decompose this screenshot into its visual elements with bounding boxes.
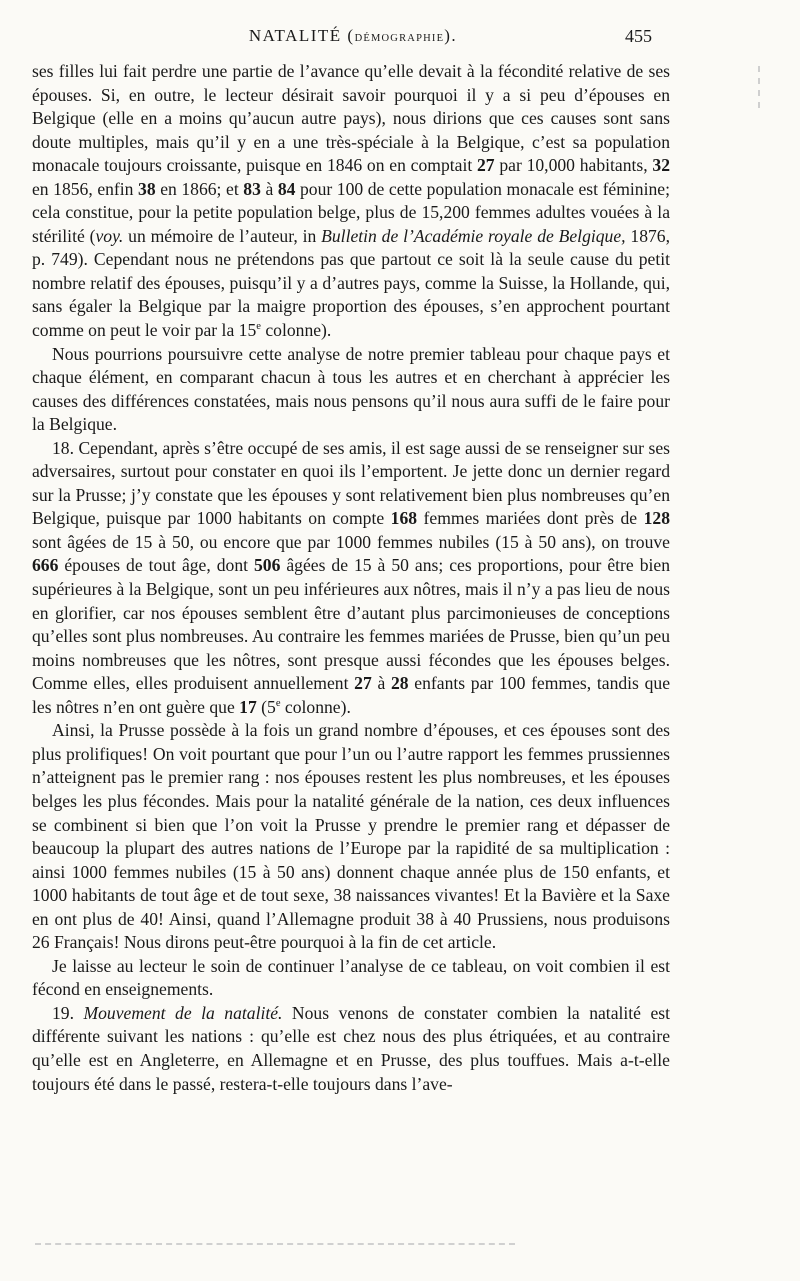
text-run: à — [260, 178, 278, 199]
paragraph-6 — [32, 1002, 670, 1096]
superscript: e — [275, 697, 281, 709]
text-run: 1876, p. 749). Cependant nous ne prétendons pas que partout ce soit là la seule cause du petit nombre relatif des épouses, puisqu’il y a d’autres pays, comme la Suisse, la Hollande, qui, sans égaler la Belgique par la maigre proportion des épouses, s’en approchent pourtant comme on peut le voir par la 15 — [32, 225, 670, 341]
text-run: pour 100 de cette population monacale est féminine; cela constitue, pour la petite population belge, plus de 15,200 femmes adultes vouées à la stérilité ( — [32, 178, 670, 246]
text-run: par 10,000 habitants, — [494, 155, 653, 176]
running-head — [0, 26, 800, 52]
bold-number: 27 — [354, 673, 372, 694]
text-run: 18. Cependant, après s’être occupé de ses amis, il est sage aussi de se renseigner sur ses adversaires, surtout pour constater en quoi ils l’emportent. Je jette donc un dernier regard sur la Prusse; j’y constate que les épouses y sont relativement bien plus nombreuses qu’en Belgique, puisque par 1000 habitants on compte — [32, 437, 670, 529]
text-run: en 1866; et — [155, 178, 244, 199]
text-run: femmes mariées dont près de — [417, 508, 644, 529]
bold-number: 128 — [643, 508, 670, 529]
text-run: enfants par 100 femmes, tandis que les nôtres n’en ont guère que — [32, 673, 671, 717]
text-run: colonne). — [260, 320, 332, 341]
scan-artifact — [35, 1243, 515, 1248]
text-run: colonne). — [280, 696, 351, 717]
paragraph-3 — [32, 437, 670, 720]
margin-marks — [758, 60, 778, 140]
italic-text: Mouvement de la natalité. — [83, 1002, 283, 1023]
bold-number: 28 — [391, 673, 409, 694]
text-run: Ainsi, la Prusse possède à la fois un grand nombre d’épouses, et ces épouses sont des plus prolifiques! On voit pourtant que pour l’un ou l’autre rapport les femmes prussiennes n’atteignent pas le premier rang : nos épouses restent les plus nombreuses, et les épouses belges les plus fécondes. Mais pour la natalité générale de la nation, ces deux influences se combinent si bien que l’on voit la Prusse y prendre le premier rang et dépasser de beaucoup la plupart des autres nations de l’Europe par la rapidité de sa multiplication : ainsi 1000 femmes nubiles (15 à 50 ans) donnent chaque année plus de 150 enfants, et 1000 habitants de tout âge et de tout sexe, 38 naissances vivantes! Et la Bavière et la Saxe en ont plus de 40! Ainsi, quand l’Allemagne produit 38 à 40 Prussiens, nous produisons 26 Français! Nous dirons peut-être pourquoi à la fin de cet article. — [32, 720, 670, 953]
text-run: âgées de 15 à 50 ans; ces proportions, pour être bien supérieures à la Belgique, sont un peu inférieures aux nôtres, mais il n’y a pas lieu de nous en glorifier, car nos épouses semblent être d’autant plus parcimonieuses de conceptions qu’elles sont plus nombreuses. Au contraire les femmes mariées de Prusse, bien qu’un peu moins nombreuses que les nôtres, sont presque aussi fécondes que les épouses belges. Comme elles, elles produisent annuellement — [32, 555, 670, 694]
bold-number: 32 — [652, 155, 670, 176]
paragraph-2 — [32, 343, 670, 437]
paragraph-1 — [32, 60, 670, 343]
bold-number: 27 — [476, 155, 495, 176]
bold-number: 38 — [138, 178, 156, 199]
text-run: Je laisse au lecteur le soin de continuer l’analyse de ce tableau, on voit combien il est fécond en enseignements. — [32, 955, 670, 1000]
bold-number: 17 — [239, 696, 257, 717]
text-run: sont âgées de 15 à 50, ou encore que par 1000 femmes nubiles (15 à 50 ans), on trouve — [32, 531, 670, 552]
text-run: 19. — [52, 1002, 84, 1023]
paragraph-5 — [32, 955, 670, 1002]
running-title-end: ). — [444, 26, 458, 45]
text-run: épouses de tout âge, dont — [58, 555, 254, 576]
paragraph-4 — [32, 719, 670, 954]
italic-text: voy. — [95, 225, 124, 246]
bold-number: 84 — [277, 178, 296, 199]
text-run: à — [371, 673, 391, 694]
running-title — [218, 26, 488, 46]
page-number: 455 — [625, 26, 652, 46]
text-run: un mémoire de l’auteur, in — [123, 225, 322, 246]
body-text — [32, 60, 670, 1096]
text-run: Nous venons de constater combien la natalité est différente suivant les nations : qu’elle est chez nous des plus étriquées, et au contraire qu’elle est en Angleterre, en Allemagne et en Prusse, des plus touffues. Mais a-t-elle toujours été dans le passé, restera-t-elle toujours dans l’ave- — [32, 1002, 671, 1094]
bold-number: 506 — [254, 555, 281, 576]
bold-number: 168 — [390, 508, 418, 529]
running-title-smallcaps: DÉMOGRAPHIE — [354, 33, 445, 44]
running-title-main: NATALITÉ ( — [248, 26, 355, 45]
text-run: (5 — [256, 696, 276, 717]
superscript: e — [256, 321, 261, 333]
bold-number: 666 — [32, 555, 59, 576]
text-run: en 1856, enfin — [32, 178, 139, 199]
text-run: Nous pourrions poursuivre cette analyse de notre premier tableau pour chaque pays et chaque élément, en comparant chacun à tous les autres et en cherchant à apprécier les causes des différences constatées, mais nous pensons qu’il nous aura suffi de le faire pour la Belgique. — [32, 343, 670, 435]
italic-text: Bulletin de l’Académie royale de Belgique, — [321, 225, 626, 246]
bold-number: 83 — [243, 178, 261, 199]
text-run: ses filles lui fait perdre une partie de l’avance qu’elle devait à la fécondité relative de ses épouses. Si, en outre, le lecteur désirait savoir pourquoi il y a si peu d’épouses en Belgique (elle en a moins qu’aucun autre pays), nous dirions que ces causes sont sans doute multiples, mais qu’il y en a une très-spéciale à la Belgique, c’est sa population monacale toujours croissante, puisque en 1846 on en comptait — [32, 61, 670, 176]
